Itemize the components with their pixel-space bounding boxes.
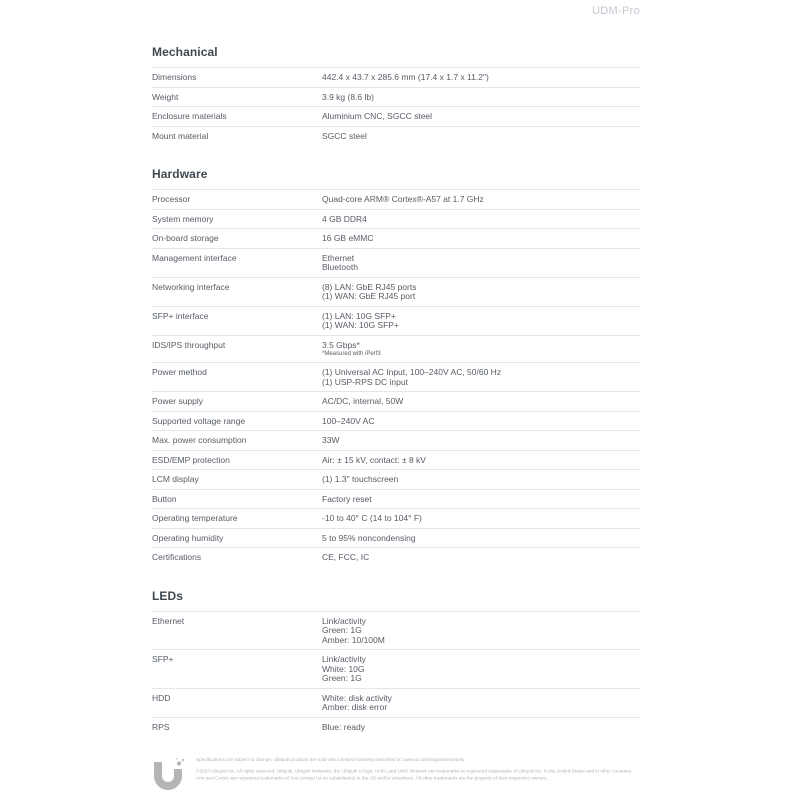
spec-value [322, 534, 416, 544]
spec-value [322, 514, 422, 524]
section-leds [152, 589, 640, 737]
spec-value [322, 553, 369, 563]
spec-value [322, 234, 374, 244]
spec-value [322, 397, 403, 407]
spec-label: HDD [152, 692, 171, 703]
spec-label: System memory [152, 213, 214, 224]
spec-value-line: 3.9 kg (8.6 lb) [322, 91, 374, 102]
spec-value-line: AC/DC, internal, 50W [322, 396, 404, 406]
spec-value-line: Amber: 10/100M [322, 634, 385, 645]
spec-value-line: CE, FCC, IC [322, 552, 370, 562]
ubiquiti-logo [150, 757, 186, 795]
spec-row-rps [152, 718, 640, 737]
spec-value-line: (1) Universal AC Input, 100–240V AC, 50/60 Hz [322, 367, 502, 377]
spec-row-enclosure-materials [152, 107, 640, 126]
spec-value [322, 417, 374, 427]
spec-row-ids-ips-throughput [152, 336, 640, 363]
spec-value-line: (1) WAN: 10G SFP+ [322, 320, 399, 330]
spec-label: On-board storage [152, 233, 219, 243]
spec-label: SFP+ [152, 654, 174, 664]
spec-label: Mount material [152, 130, 209, 141]
spec-row-hdd [152, 689, 640, 717]
spec-value-line: Blue: ready [322, 721, 365, 732]
spec-row-ethernet [152, 612, 640, 650]
section-title: Hardware [152, 167, 208, 181]
spec-value-line: 442.4 x 43.7 x 285.6 mm (17.4 x 1.7 x 11.2") [322, 72, 489, 82]
spec-value-line: 33W [322, 435, 340, 445]
product-name: UDM-Pro [592, 5, 640, 17]
spec-label: Power method [152, 367, 207, 377]
spec-value-line: (8) LAN: GbE RJ45 ports [322, 281, 417, 292]
spec-value-line: (1) USP-RPS DC input [322, 376, 408, 387]
spec-label: Management interface [152, 252, 237, 263]
spec-label: Enclosure materials [152, 111, 227, 121]
spec-value-line: SGCC steel [322, 130, 367, 141]
section-title: Mechanical [152, 45, 218, 59]
spec-value-line: Aluminium CNC, SGCC steel [322, 111, 433, 121]
spec-value-line: Bluetooth [322, 262, 358, 272]
spec-value [322, 283, 416, 302]
spec-row-power-supply [152, 392, 640, 411]
spec-row-max-power-consumption [152, 431, 640, 450]
spec-value [322, 312, 399, 331]
section-hardware [152, 167, 640, 567]
spec-value-line: White: 10G [322, 663, 365, 674]
spec-row-button [152, 490, 640, 509]
spec-label: Networking interface [152, 281, 230, 292]
section-mechanical [152, 45, 640, 145]
spec-label: Operating humidity [152, 532, 224, 543]
spec-value-line: 3.5 Gbps* [322, 339, 360, 350]
spec-value-line: Link/activity [322, 615, 366, 626]
spec-note: *Measured with iPerf3 [322, 351, 381, 357]
spec-value [322, 112, 432, 122]
spec-value-line: -10 to 40° C (14 to 104° F) [322, 513, 422, 523]
footer-warranty-note: Specifications are subject to change. Ubiquiti products are sold with a limited warranty described at: www.ui.com/support/warranty [196, 757, 465, 763]
spec-row-operating-humidity [152, 529, 640, 548]
spec-row-lcm-display [152, 470, 640, 489]
spec-label: Weight [152, 91, 179, 102]
spec-value-line: Ethernet [322, 252, 355, 263]
spec-value [322, 368, 501, 387]
spec-row-supported-voltage-range [152, 412, 640, 431]
spec-value [322, 93, 374, 103]
spec-label: SFP+ interface [152, 310, 209, 321]
ubiquiti-u-icon [150, 757, 186, 795]
spec-row-dimensions [152, 68, 640, 87]
spec-value [322, 475, 398, 485]
spec-value-line: Amber: disk error [322, 702, 388, 712]
page-footer [150, 757, 650, 796]
spec-value-line: (1) WAN: GbE RJ45 port [322, 291, 416, 301]
spec-value [322, 132, 367, 142]
spec-label: RPS [152, 721, 170, 732]
spec-label: LCM display [152, 474, 199, 484]
spec-row-networking-interface [152, 278, 640, 306]
spec-label: IDS/IPS throughput [152, 339, 226, 350]
spec-row-esd-emp-protection [152, 451, 640, 470]
spec-value [322, 694, 392, 713]
spec-value [322, 195, 484, 205]
spec-value [322, 436, 339, 446]
spec-value-line: White: disk activity [322, 692, 392, 703]
spec-label: Processor [152, 194, 191, 204]
spec-value-line: Quad-core ARM® Cortex®-A57 at 1.7 GHz [322, 194, 484, 204]
spec-value [322, 655, 366, 684]
spec-label: Power supply [152, 396, 204, 406]
spec-value-line: (1) 1.3" touchscreen [322, 474, 399, 484]
spec-value-line: Air: ± 15 kV, contact: ± 8 kV [322, 454, 426, 465]
spec-label: Max. power consumption [152, 435, 247, 445]
spec-row-sfp [152, 650, 640, 688]
spec-content [152, 45, 640, 758]
spec-value [322, 456, 426, 466]
spec-value [322, 73, 489, 83]
spec-row-processor [152, 190, 640, 209]
spec-label: Operating temperature [152, 513, 238, 523]
spec-value [322, 254, 358, 273]
spec-row-weight [152, 88, 640, 107]
spec-row-on-board-storage [152, 229, 640, 248]
spec-label: Supported voltage range [152, 415, 246, 426]
spec-row-certifications [152, 548, 640, 567]
spec-value-line: 100–240V AC [322, 415, 375, 426]
spec-value-line: Factory reset [322, 493, 372, 504]
section-title: LEDs [152, 588, 184, 603]
footer-text [196, 757, 641, 796]
spec-row-sfp-interface [152, 307, 640, 335]
spec-value-line: 4 GB DDR4 [322, 213, 367, 224]
footer-copyright: ©2023 Ubiquiti Inc. All rights reserved. Ubiquiti, Ubiquiti Networks, the Ubiquiti U logo, UniFi, and UniFi Network are trademarks or registered trademarks of Ubiquiti Inc. in the United States and in other countries. Arm and Cortex are registered trademarks of Arm Limited (or its subsidiaries) in the US and/or elsewhere. All other trademarks are the property of their respective owners. [196, 769, 633, 782]
spec-label: ESD/EMP protection [152, 454, 230, 465]
spec-value [322, 723, 365, 733]
spec-row-power-method [152, 363, 640, 391]
spec-value [322, 341, 381, 359]
spec-value-line: 16 GB eMMC [322, 233, 374, 243]
spec-label: Ethernet [152, 615, 185, 626]
spec-label: Dimensions [152, 72, 197, 82]
spec-label: Button [152, 493, 177, 504]
spec-value [322, 215, 367, 225]
spec-value [322, 495, 372, 505]
spec-value-line: Green: 1G [322, 673, 362, 683]
spec-row-management-interface [152, 249, 640, 277]
spec-value-line: Link/activity [322, 654, 366, 664]
spec-value-line: (1) LAN: 10G SFP+ [322, 310, 396, 321]
spec-row-operating-temperature [152, 509, 640, 528]
spec-row-mount-material [152, 127, 640, 146]
spec-label: Certifications [152, 552, 202, 562]
spec-row-system-memory [152, 210, 640, 229]
spec-value-line: Green: 1G [322, 625, 362, 635]
spec-value-line: 5 to 95% noncondensing [322, 532, 416, 543]
spec-value [322, 617, 385, 646]
